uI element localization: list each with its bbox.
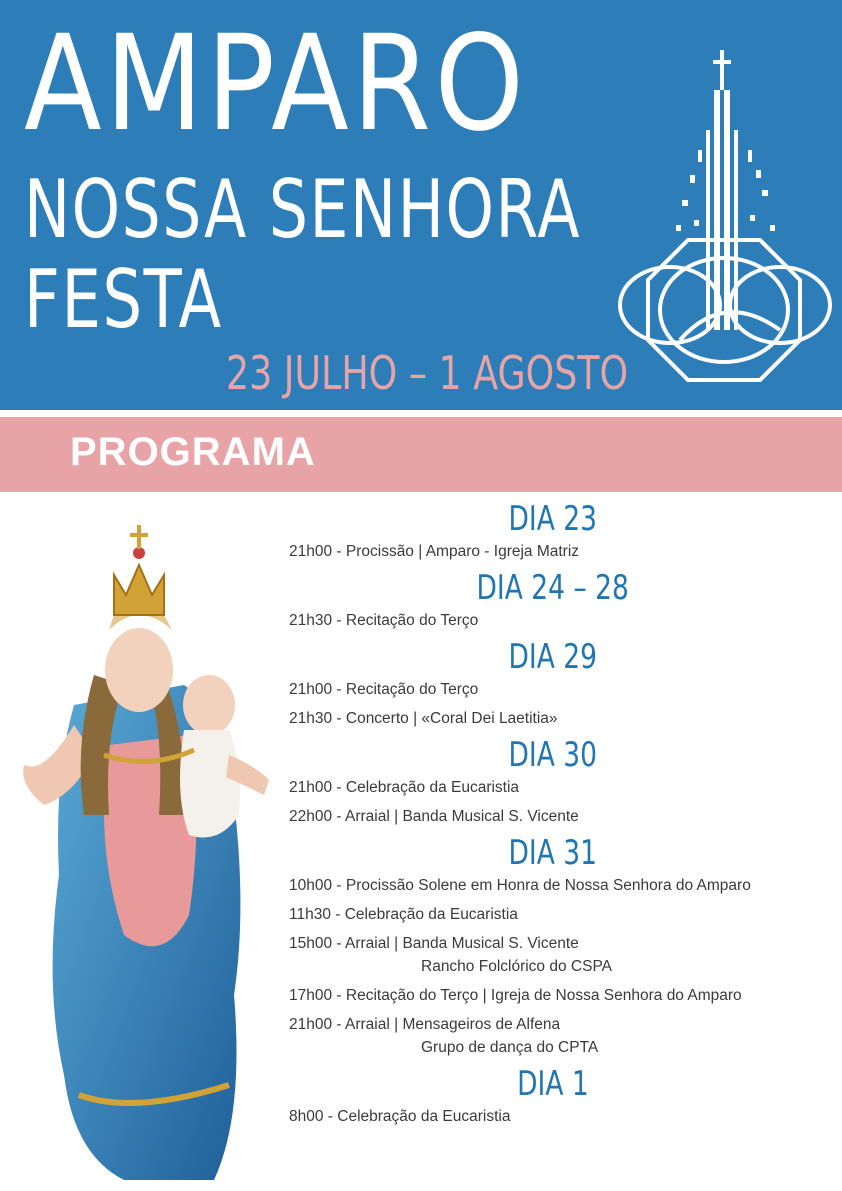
event-continuation: Grupo de dança do CPTA [421, 1039, 599, 1056]
event-item: 21h30 - Recitação do Terço [289, 612, 479, 629]
day-heading [283, 569, 838, 607]
event-item: 17h00 - Recitação do Terço | Igreja de Nossa Senhora do Amparo [289, 987, 742, 1004]
day-block [283, 1065, 838, 1128]
event-item: 21h00 - Celebração da Eucaristia [289, 779, 520, 796]
event-item: 21h00 - Recitação do Terço [289, 681, 479, 698]
title-amparo: AMPARO [24, 7, 528, 161]
day-label: DIA 31 [508, 833, 598, 873]
title-festa: FESTA [24, 253, 223, 346]
event-item [289, 1013, 838, 1059]
day-label: DIA 1 [517, 1064, 589, 1104]
programa-heading: PROGRAMA [70, 430, 316, 474]
day-block [283, 500, 838, 563]
day-block [283, 638, 838, 730]
event-item: 10h00 - Procissão Solene em Honra de Nossa Senhora do Amparo [289, 877, 751, 894]
event-item [289, 932, 838, 978]
day-block [283, 736, 838, 828]
event-text: 21h00 - Arraial | Mensageiros de Alfena [289, 1016, 561, 1033]
event-item: 8h00 - Celebração da Eucaristia [289, 1108, 511, 1125]
day-heading [283, 638, 838, 676]
event-continuation: Rancho Folclórico do CSPA [421, 958, 612, 975]
day-label: DIA 30 [508, 735, 598, 775]
day-heading [283, 736, 838, 774]
day-label: DIA 29 [508, 637, 598, 677]
event-item: 21h30 - Concerto | «Coral Dei Laetitia» [289, 710, 558, 727]
church-octagon-logo-icon [610, 40, 838, 390]
day-heading [283, 834, 838, 872]
program-list [283, 500, 838, 1134]
festival-dates: 23 JULHO – 1 AGOSTO [226, 346, 629, 400]
day-label: DIA 24 – 28 [476, 568, 630, 608]
event-item: 22h00 - Arraial | Banda Musical S. Vicente [289, 808, 579, 825]
event-text: 15h00 - Arraial | Banda Musical S. Vicente [289, 935, 579, 952]
day-heading [283, 1065, 838, 1103]
day-block [283, 834, 838, 1059]
title-nossa-senhora: NOSSA SENHORA [24, 163, 582, 256]
event-item: 21h00 - Procissão | Amparo - Igreja Matriz [289, 543, 580, 560]
day-label: DIA 23 [508, 499, 598, 539]
day-heading [283, 500, 838, 538]
virgin-mary-statue-icon [14, 515, 284, 1185]
event-item: 11h30 - Celebração da Eucaristia [289, 906, 518, 923]
day-block [283, 569, 838, 632]
